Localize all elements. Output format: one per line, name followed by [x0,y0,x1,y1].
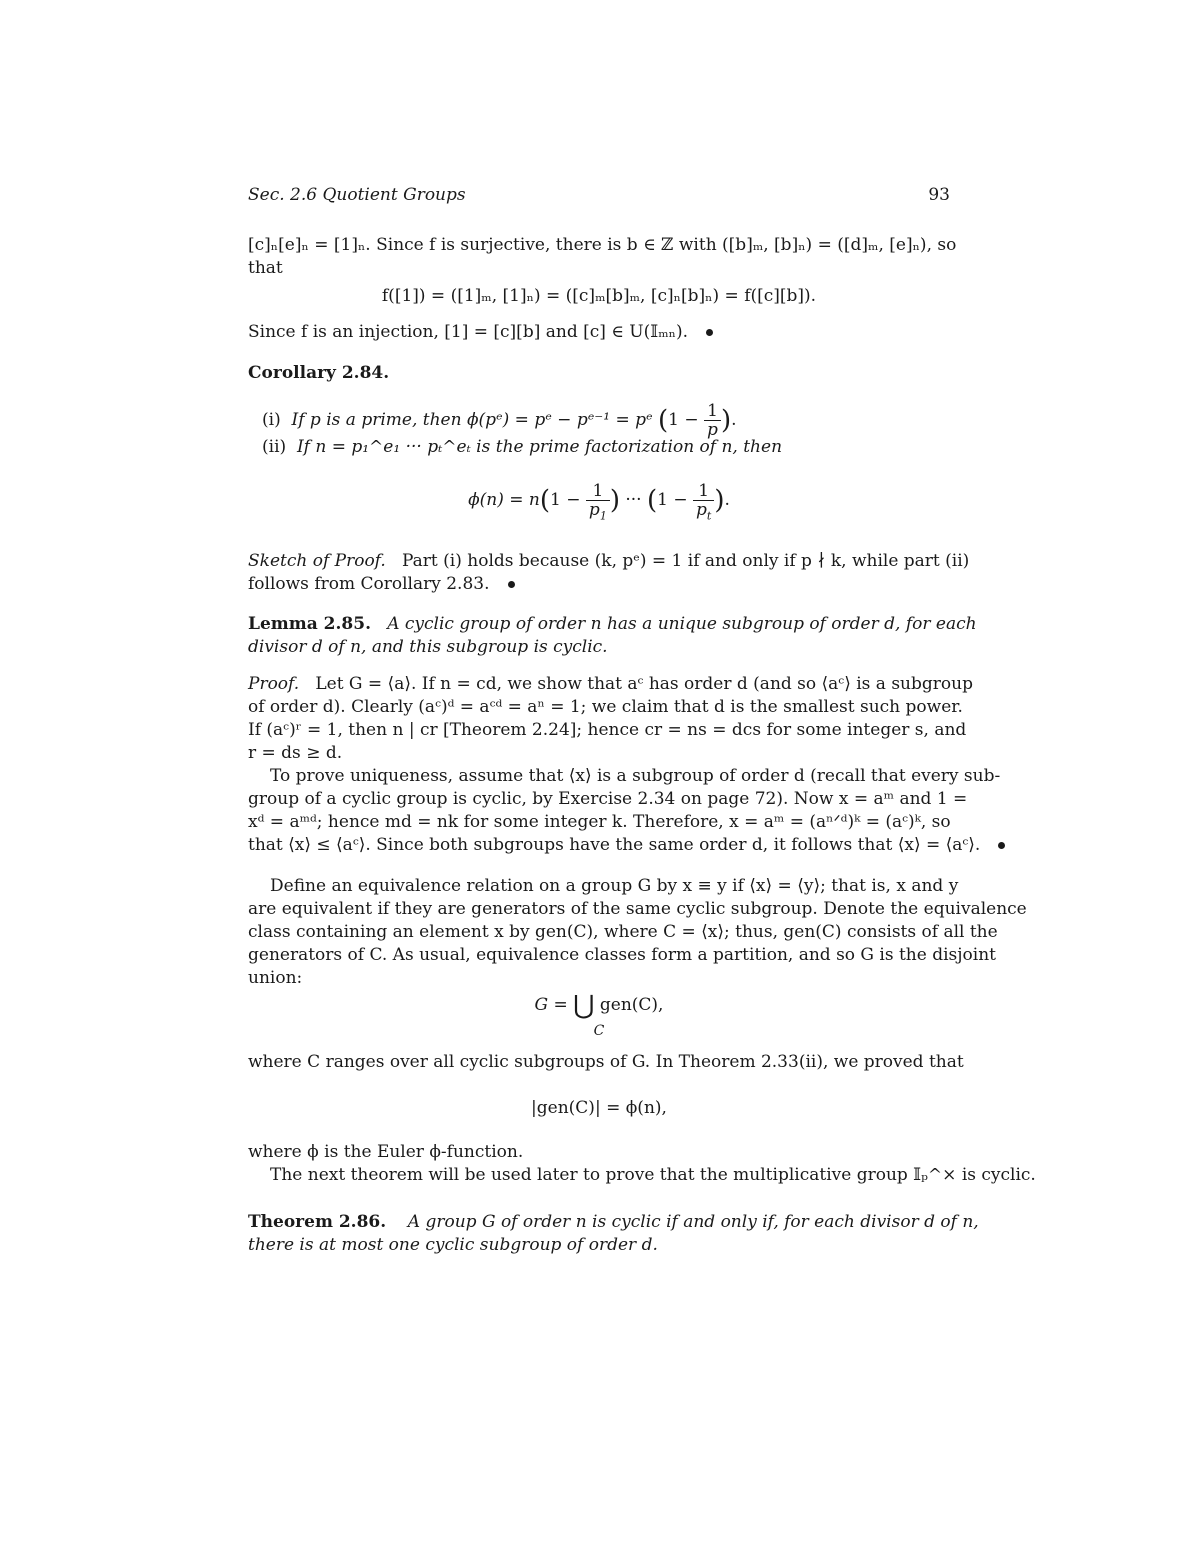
proof-line: r = ds ≥ d. [248,743,343,763]
union-symbol: ⋃ [573,990,595,1021]
proof-line: Proof. Let G = ⟨a⟩. If n = cd, we show that aᶜ has order d (and so ⟨aᶜ⟩ is a subgroup [248,674,973,694]
paragraph-line: are equivalent if they are generators of the same cyclic subgroup. Denote the equivalence [248,899,1027,919]
paragraph-line: [c]ₙ[e]ₙ = [1]ₙ. Since f is surjective, there is b ∈ ℤ with ([b]ₘ, [b]ₙ) = ([d]ₘ, [e]ₙ), so [248,235,957,255]
paragraph-line: The next theorem will be used later to prove that the multiplicative group 𝕀ₚ^× is cyclic. [270,1165,1036,1185]
proof-line: group of a cyclic group is cyclic, by Exercise 2.34 on page 72). Now x = aᵐ and 1 = [248,789,968,809]
paragraph-line: where C ranges over all cyclic subgroups of G. In Theorem 2.33(ii), we proved that [248,1052,964,1072]
page-number: 93 [928,185,950,205]
proof-line: To prove uniqueness, assume that ⟨x⟩ is a subgroup of order d (recall that every sub- [270,766,1001,786]
lemma-line: divisor d of n, and this subgroup is cyclic. [248,637,608,657]
paragraph-line: that [248,258,283,278]
proof-line: If (aᶜ)ʳ = 1, then n | cr [Theorem 2.24]; hence cr = ns = dcs for some integer s, and [248,720,967,740]
paragraph-line: union: [248,968,303,988]
union-subscript: C [593,1023,605,1039]
sketch-label: Sketch of Proof. [248,551,386,571]
item-text: If n = p₁^e₁ ··· pₜ^eₜ is the prime factorization of n, then [296,437,783,457]
sketch-line: follows from Corollary 2.83. [248,573,515,595]
end-of-proof-bullet [706,329,713,336]
lemma-line: Lemma 2.85. A cyclic group of order n has a unique subgroup of order d, for each [248,614,977,634]
corollary-title: Corollary 2.84. [248,363,390,383]
theorem-line: Theorem 2.86. A group G of order n is cyclic if and only if, for each divisor d of n, [248,1212,979,1232]
theorem-line: there is at most one cyclic subgroup of order d. [248,1235,658,1255]
paragraph-line: Define an equivalence relation on a group G by x ≡ y if ⟨x⟩ = ⟨y⟩; that is, x and y [270,876,959,896]
running-header: Sec. 2.6 Quotient Groups [248,185,466,205]
equation-disjoint-union: G = ⋃ gen(C), [534,990,664,1021]
proof-line: that ⟨x⟩ ≤ ⟨aᶜ⟩. Since both subgroups have the same order d, it follows that ⟨x⟩ = ⟨aᶜ⟩. [248,834,1005,856]
end-of-proof-bullet [998,842,1005,849]
item-label: (ii) [262,437,287,457]
equation: f([1]) = ([1]ₘ, [1]ₙ) = ([c]ₘ[b]ₘ, [c]ₙ[b]ₙ) = f([c][b]). [381,286,817,306]
corollary-item-i: (i) If p is a prime, then ϕ(pᵉ) = pᵉ − pᵉ⁻¹ = pᵉ (1 − $\frac{1}{p}$ ). [262,401,737,440]
lemma-title: Lemma 2.85. [248,614,372,634]
sketch-line: Sketch of Proof. Part (i) holds because (k, pᵉ) = 1 if and only if p ∤ k, while part (ii) [248,551,970,571]
equation: |gen(C)| = ϕ(n), [531,1098,667,1118]
paragraph-line: generators of C. As usual, equivalence classes form a partition, and so G is the disjoint [248,945,996,965]
proof-label: Proof. [248,674,300,694]
paragraph-text: Since f is an injection, [1] = [c][b] and [c] ∈ U(𝕀ₘₙ). [248,322,689,342]
equation-euler-product: ϕ(n) = n(1 − $\frac{1}{p_1}$ ) ··· (1 − $\frac{1}{p_t}$ ). [468,481,730,523]
paragraph-line [248,321,713,343]
item-label: (i) [262,410,281,430]
paragraph-line: class containing an element x by gen(C), where C = ⟨x⟩; thus, gen(C) consists of all the [248,922,998,942]
paragraph-line: where ϕ is the Euler ϕ-function. [248,1142,524,1162]
item-text: If p is a prime, then ϕ(pᵉ) = pᵉ − pᵉ⁻¹ = pᵉ [291,410,653,430]
proof-line: xᵈ = aᵐᵈ; hence md = nk for some integer k. Therefore, x = aᵐ = (aⁿᐟᵈ)ᵏ = (aᶜ)ᵏ, so [248,812,951,832]
theorem-title: Theorem 2.86. [248,1212,387,1232]
proof-line: of order d). Clearly (aᶜ)ᵈ = aᶜᵈ = aⁿ = 1; we claim that d is the smallest such power. [248,697,963,717]
end-of-proof-bullet [508,581,515,588]
corollary-item-ii [262,436,782,458]
